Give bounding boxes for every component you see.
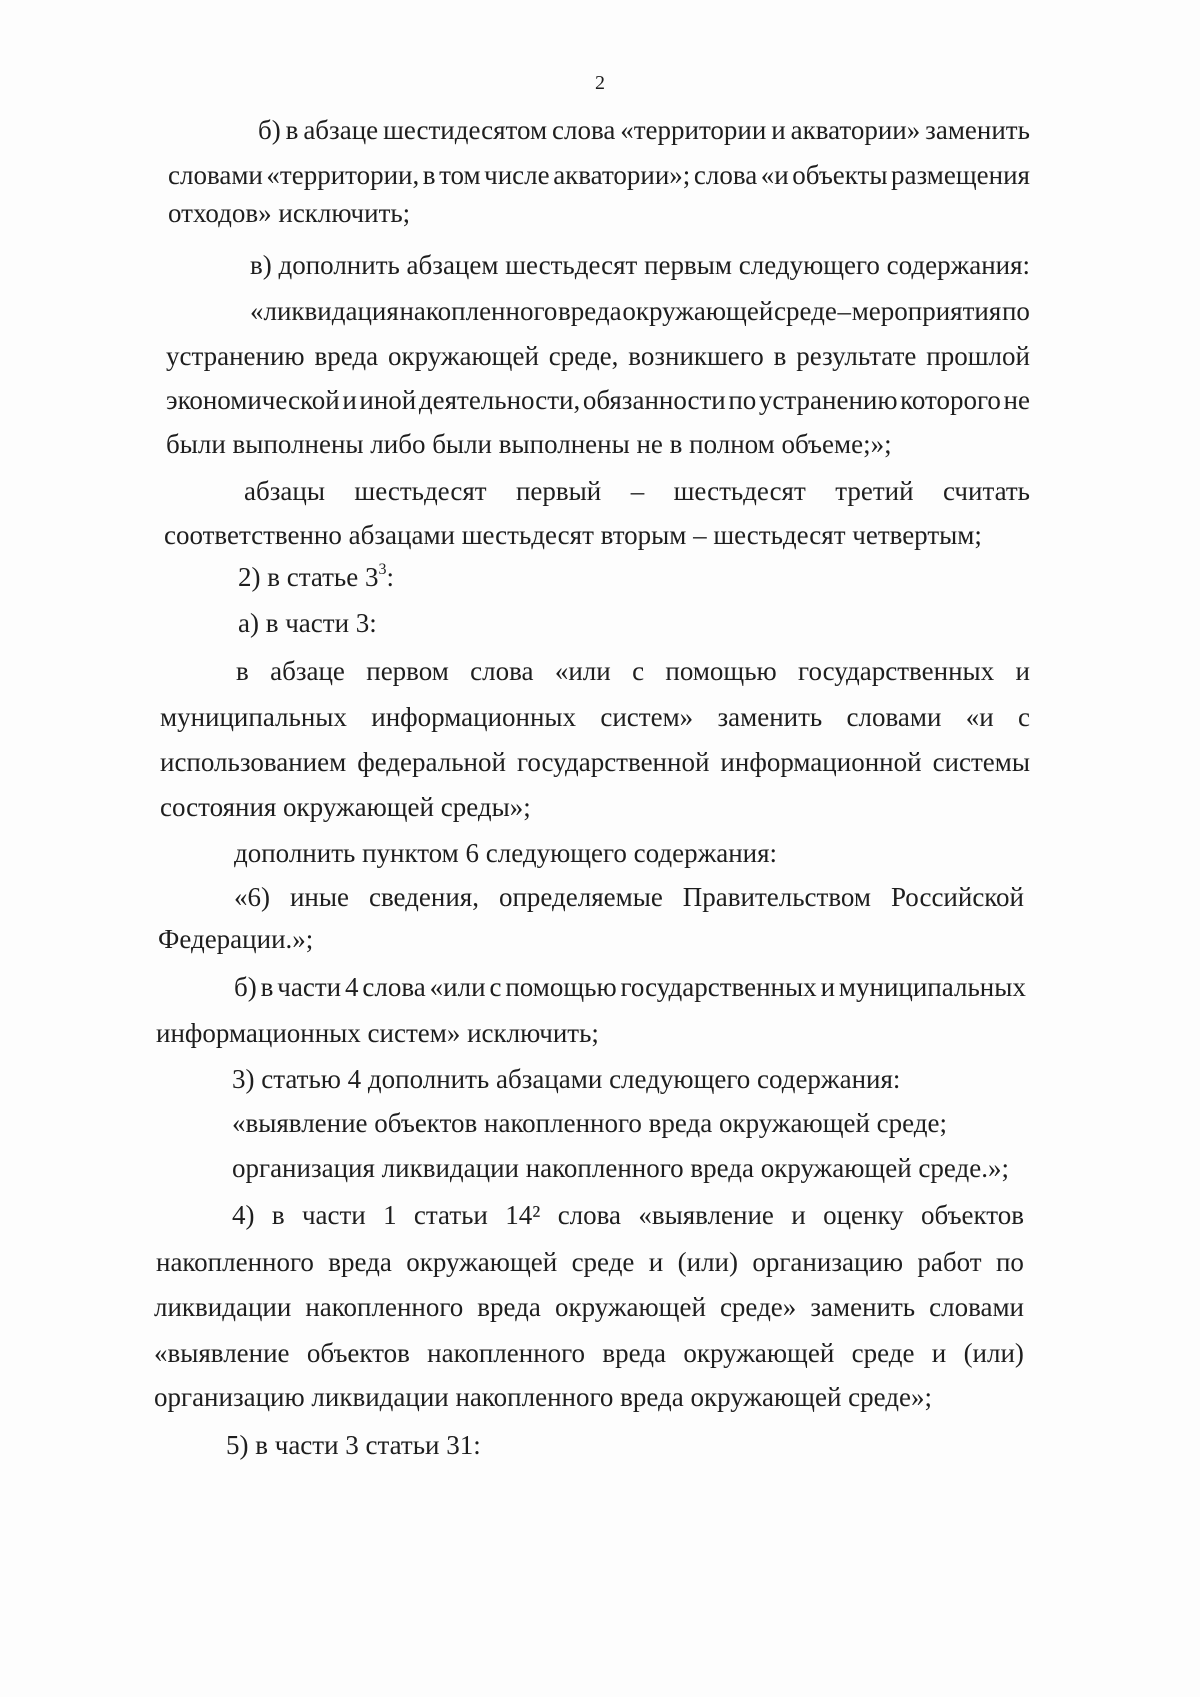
word: с bbox=[1017, 702, 1030, 732]
word: первый bbox=[515, 476, 602, 506]
paragraph-line: Федерации.»; bbox=[158, 924, 314, 954]
word: результате bbox=[796, 341, 917, 371]
word: государственных bbox=[620, 972, 817, 1002]
paragraph-line bbox=[250, 294, 1030, 328]
word: ликвидации bbox=[154, 1292, 292, 1322]
word: – bbox=[837, 296, 852, 326]
word: в bbox=[422, 160, 436, 190]
paragraph-line bbox=[236, 654, 1030, 688]
word: «ликвидация bbox=[250, 296, 399, 326]
word: в bbox=[285, 115, 299, 145]
word: не bbox=[1003, 385, 1030, 415]
word: вреда bbox=[602, 1338, 666, 1368]
word: вреда bbox=[477, 1292, 541, 1322]
paragraph-line bbox=[238, 560, 394, 594]
word: статьи bbox=[413, 1200, 488, 1230]
paragraph-line: 3) статью 4 дополнить абзацами следующего содержания: bbox=[232, 1064, 901, 1094]
word: акватории»; bbox=[553, 160, 691, 190]
word: акватории» bbox=[790, 115, 921, 145]
word: окружающей bbox=[554, 1292, 706, 1322]
word: объектов bbox=[921, 1200, 1024, 1230]
paragraph-line bbox=[166, 339, 1030, 373]
paragraph-line: соответственно абзацами шестьдесят вторым – шестьдесят четвертым; bbox=[164, 520, 982, 550]
word: и bbox=[791, 1200, 806, 1230]
word: накопленного bbox=[305, 1292, 464, 1322]
paragraph-line bbox=[244, 474, 1030, 508]
superscript: 3 bbox=[378, 561, 387, 578]
word: слова bbox=[693, 160, 758, 190]
word: слова bbox=[557, 1200, 622, 1230]
word: абзаце bbox=[303, 115, 379, 145]
paragraph-line: состояния окружающей среды»; bbox=[160, 792, 531, 822]
word: абзацы bbox=[244, 476, 325, 506]
word: 4) bbox=[232, 1200, 255, 1230]
word: словами bbox=[929, 1292, 1024, 1322]
word: том bbox=[439, 160, 481, 190]
word: 14² bbox=[505, 1200, 541, 1230]
paragraph-line: а) в части 3: bbox=[238, 608, 377, 638]
word: оценку bbox=[823, 1200, 904, 1230]
word: (или) bbox=[677, 1247, 738, 1277]
word: среде, bbox=[548, 341, 619, 371]
word: прошлой bbox=[926, 341, 1030, 371]
word: шестидесятом bbox=[383, 115, 548, 145]
paragraph-line bbox=[168, 158, 1030, 192]
paragraph-line bbox=[232, 1198, 1024, 1232]
word: размещения bbox=[891, 160, 1030, 190]
paragraph-line: организацию ликвидации накопленного вреда окружающей среде»; bbox=[154, 1382, 932, 1412]
word: окружающей bbox=[622, 296, 774, 326]
paragraph-line: организация ликвидации накопленного вреда окружающей среде.»; bbox=[232, 1153, 1009, 1183]
paragraph-line bbox=[160, 745, 1030, 779]
paragraph-line: информационных систем» исключить; bbox=[156, 1018, 599, 1048]
word: устранению bbox=[758, 385, 898, 415]
word: по bbox=[995, 1247, 1024, 1277]
word: «6) bbox=[234, 882, 270, 912]
word: заменить bbox=[717, 702, 823, 732]
paragraph-line bbox=[160, 700, 1030, 734]
word: экономической bbox=[166, 385, 340, 415]
word: вреда bbox=[328, 1247, 392, 1277]
word: помощью bbox=[505, 972, 617, 1002]
word: «территории, bbox=[266, 160, 420, 190]
word: информационной bbox=[720, 747, 922, 777]
word: организацию bbox=[752, 1247, 904, 1277]
word: первом bbox=[366, 656, 449, 686]
line-text: 2) в статье 3 bbox=[238, 562, 379, 592]
paragraph-line: были выполнены либо были выполнены не в полном объеме;»; bbox=[166, 429, 892, 459]
paragraph-line: в) дополнить абзацем шестьдесят первым следующего содержания: bbox=[250, 250, 1031, 280]
word: части bbox=[277, 972, 342, 1002]
paragraph-line: «выявление объектов накопленного вреда окружающей среде; bbox=[232, 1108, 948, 1138]
word: в bbox=[773, 341, 787, 371]
word: определяемые bbox=[498, 882, 663, 912]
paragraph-line bbox=[258, 113, 1030, 147]
word: помощью bbox=[665, 656, 777, 686]
word: (или) bbox=[963, 1338, 1024, 1368]
word: среде» bbox=[719, 1292, 797, 1322]
word: считать bbox=[942, 476, 1030, 506]
word: накопленного bbox=[427, 1338, 586, 1368]
paragraph-line: 5) в части 3 статьи 31: bbox=[226, 1430, 481, 1460]
word: окружающей bbox=[387, 341, 539, 371]
word: в bbox=[271, 1200, 285, 1230]
word: муниципальных bbox=[838, 972, 1026, 1002]
word: словами bbox=[168, 160, 263, 190]
word: слова bbox=[362, 972, 426, 1002]
word: «выявление bbox=[154, 1338, 290, 1368]
paragraph-line bbox=[166, 383, 1030, 417]
word: возникшего bbox=[628, 341, 764, 371]
word: б) bbox=[258, 115, 281, 145]
word: информационных bbox=[371, 702, 577, 732]
word: систем» bbox=[600, 702, 694, 732]
word: среде bbox=[773, 296, 837, 326]
word: 1 bbox=[383, 1200, 397, 1230]
word: федеральной bbox=[357, 747, 506, 777]
word: абзаце bbox=[270, 656, 345, 686]
word: сведения, bbox=[368, 882, 479, 912]
word: иной bbox=[359, 385, 417, 415]
word: и bbox=[820, 972, 836, 1002]
word: обязанности bbox=[582, 385, 726, 415]
word: иные bbox=[289, 882, 349, 912]
word: слова bbox=[551, 115, 616, 145]
word: шестьдесят bbox=[354, 476, 487, 506]
word: которого bbox=[900, 385, 1001, 415]
word: б) bbox=[234, 972, 257, 1002]
word: по bbox=[1001, 296, 1030, 326]
word: системы bbox=[932, 747, 1030, 777]
word: «и bbox=[760, 160, 789, 190]
word: накопленного bbox=[156, 1247, 314, 1277]
word: и bbox=[771, 115, 786, 145]
paragraph-line bbox=[234, 970, 1026, 1004]
word: окружающей bbox=[406, 1247, 558, 1277]
paragraph-line bbox=[154, 1290, 1024, 1324]
word: 4 bbox=[345, 972, 359, 1002]
word: Российской bbox=[890, 882, 1024, 912]
word: устранению bbox=[166, 341, 305, 371]
word: словами bbox=[846, 702, 942, 732]
word: «территории bbox=[620, 115, 767, 145]
word: объектов bbox=[306, 1338, 410, 1368]
word: вреда bbox=[558, 296, 622, 326]
word: работ bbox=[917, 1247, 982, 1277]
word: – bbox=[630, 476, 645, 506]
word: части bbox=[301, 1200, 366, 1230]
paragraph-line bbox=[234, 880, 1024, 914]
word: «или bbox=[554, 656, 611, 686]
page-number: 2 bbox=[595, 72, 605, 94]
word: заменить bbox=[810, 1292, 916, 1322]
word: с bbox=[489, 972, 502, 1002]
paragraph-line: отходов» исключить; bbox=[168, 198, 411, 228]
word: окружающей bbox=[683, 1338, 835, 1368]
word: и bbox=[342, 385, 357, 415]
word: слова bbox=[470, 656, 534, 686]
word: Правительством bbox=[682, 882, 871, 912]
word: шестьдесят bbox=[673, 476, 806, 506]
word: и bbox=[648, 1247, 664, 1277]
word: по bbox=[728, 385, 757, 415]
word: государственных bbox=[798, 656, 995, 686]
word: третий bbox=[835, 476, 914, 506]
word: в bbox=[236, 656, 249, 686]
word: с bbox=[632, 656, 645, 686]
line-tail: : bbox=[386, 562, 394, 592]
word: «выявление bbox=[638, 1200, 774, 1230]
paragraph-line: дополнить пунктом 6 следующего содержания: bbox=[234, 838, 778, 868]
word: в bbox=[260, 972, 274, 1002]
word: объекты bbox=[792, 160, 888, 190]
word: «или bbox=[429, 972, 486, 1002]
word: мероприятия bbox=[851, 296, 1002, 326]
word: деятельности, bbox=[418, 385, 581, 415]
word: «и bbox=[965, 702, 994, 732]
word: государственной bbox=[516, 747, 710, 777]
paragraph-line bbox=[156, 1245, 1024, 1279]
word: среде bbox=[571, 1247, 635, 1277]
word: накопленного bbox=[399, 296, 558, 326]
word: и bbox=[1015, 656, 1030, 686]
word: среде bbox=[851, 1338, 915, 1368]
word: вреда bbox=[314, 341, 379, 371]
word: муниципальных bbox=[160, 702, 347, 732]
paragraph-line bbox=[154, 1336, 1024, 1370]
word: использованием bbox=[160, 747, 347, 777]
word: и bbox=[931, 1338, 947, 1368]
word: заменить bbox=[925, 115, 1030, 145]
word: числе bbox=[484, 160, 550, 190]
